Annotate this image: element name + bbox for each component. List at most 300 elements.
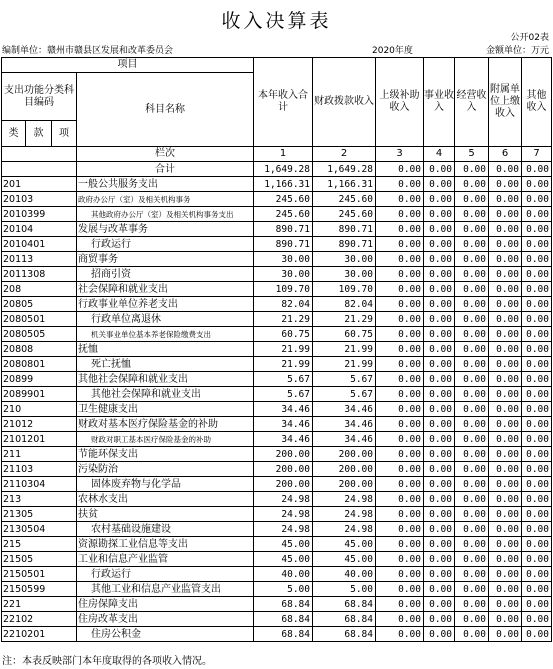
amount-cell: 890.71 [254, 222, 313, 237]
amount-cell: 0.00 [376, 177, 424, 192]
amount-cell: 0.00 [376, 192, 424, 207]
amount-cell: 68.84 [313, 597, 376, 612]
table-row [2, 387, 552, 402]
table-row [2, 297, 552, 312]
table-row [2, 327, 552, 342]
total-value: 0.00 [455, 162, 489, 177]
subject-code: 2089901 [2, 387, 77, 402]
amount-cell: 0.00 [376, 507, 424, 522]
amount-cell: 0.00 [489, 537, 522, 552]
amount-cell: 0.00 [455, 327, 489, 342]
amount-cell: 0.00 [376, 297, 424, 312]
amount-cell: 0.00 [522, 342, 552, 357]
amount-cell: 0.00 [522, 372, 552, 387]
amount-cell: 0.00 [424, 507, 455, 522]
amount-cell: 0.00 [424, 582, 455, 597]
amount-cell: 0.00 [424, 597, 455, 612]
subject-name: 住房保障支出 [77, 597, 254, 612]
amount-cell: 0.00 [455, 207, 489, 222]
amount-cell: 0.00 [376, 207, 424, 222]
subject-code: 221 [2, 597, 77, 612]
amount-cell: 45.00 [313, 552, 376, 567]
amount-cell: 0.00 [522, 597, 552, 612]
amount-cell: 5.00 [254, 582, 313, 597]
total-value: 0.00 [522, 162, 552, 177]
subject-name: 污染防治 [77, 462, 254, 477]
amount-cell: 890.71 [313, 222, 376, 237]
subject-name: 一般公共服务支出 [77, 177, 254, 192]
amount-cell: 0.00 [376, 252, 424, 267]
subject-code: 2150599 [2, 582, 77, 597]
table-row [2, 597, 552, 612]
amount-cell: 0.00 [522, 252, 552, 267]
table-row [2, 447, 552, 462]
amount-cell: 0.00 [522, 402, 552, 417]
amount-cell: 0.00 [522, 207, 552, 222]
amount-cell: 0.00 [455, 477, 489, 492]
amount-cell: 0.00 [376, 477, 424, 492]
table-row [2, 372, 552, 387]
amount-cell: 0.00 [522, 567, 552, 582]
col-header-7: 其他收入 [522, 58, 552, 147]
amount-cell: 68.84 [254, 597, 313, 612]
subject-code: 2130504 [2, 522, 77, 537]
amount-cell: 0.00 [424, 327, 455, 342]
subject-code: 2210201 [2, 627, 77, 642]
amount-cell: 0.00 [489, 297, 522, 312]
amount-cell: 0.00 [455, 387, 489, 402]
amount-cell: 0.00 [489, 627, 522, 642]
amount-cell: 0.00 [455, 402, 489, 417]
amount-cell: 0.00 [424, 432, 455, 447]
amount-cell: 0.00 [424, 612, 455, 627]
amount-cell: 0.00 [522, 387, 552, 402]
amount-cell: 0.00 [489, 342, 522, 357]
amount-cell: 109.70 [313, 282, 376, 297]
amount-cell: 0.00 [455, 597, 489, 612]
subject-code: 20899 [2, 372, 77, 387]
amount-cell: 1,166.31 [313, 177, 376, 192]
subject-name: 卫生健康支出 [77, 402, 254, 417]
amount-cell: 1,166.31 [254, 177, 313, 192]
amount-cell: 200.00 [254, 447, 313, 462]
table-row [2, 507, 552, 522]
amount-cell: 0.00 [522, 492, 552, 507]
amount-cell: 0.00 [376, 312, 424, 327]
amount-cell: 21.29 [254, 312, 313, 327]
amount-cell: 0.00 [522, 312, 552, 327]
footnote: 注：本表反映部门本年度取得的各项收入情况。 [2, 656, 212, 667]
amount-cell: 0.00 [489, 417, 522, 432]
amount-cell: 0.00 [455, 417, 489, 432]
amount-cell: 24.98 [313, 507, 376, 522]
amount-cell: 0.00 [489, 402, 522, 417]
subject-name: 发展与改革事务 [77, 222, 254, 237]
subject-code: 201 [2, 177, 77, 192]
unit-label: 编制单位：赣州市赣县区发展和改革委员会 [2, 46, 174, 56]
subject-name: 抚恤 [77, 342, 254, 357]
amount-cell: 0.00 [455, 522, 489, 537]
amount-cell: 0.00 [424, 312, 455, 327]
code-group-header: 支出功能分类科目编码 [2, 73, 77, 121]
table-row [2, 267, 552, 282]
subject-code: 20808 [2, 342, 77, 357]
amount-cell: 0.00 [376, 372, 424, 387]
amount-cell: 21.99 [254, 342, 313, 357]
amount-cell: 0.00 [489, 432, 522, 447]
col-header-5: 经营收入 [455, 58, 489, 147]
amount-cell: 5.67 [254, 372, 313, 387]
amount-cell: 0.00 [455, 462, 489, 477]
amount-cell: 0.00 [489, 477, 522, 492]
subject-code: 2080501 [2, 312, 77, 327]
subject-code: 215 [2, 537, 77, 552]
amount-cell: 34.46 [254, 402, 313, 417]
amount-cell: 21.99 [313, 342, 376, 357]
amount-cell: 0.00 [522, 582, 552, 597]
amount-cell: 0.00 [489, 582, 522, 597]
page-title: 收入决算表 [221, 10, 332, 32]
amount-cell: 0.00 [489, 612, 522, 627]
amount-cell: 0.00 [424, 447, 455, 462]
subject-code: 22102 [2, 612, 77, 627]
project-header: 项目 [2, 58, 254, 73]
amount-cell: 0.00 [455, 177, 489, 192]
subject-name: 扶贫 [77, 507, 254, 522]
amount-cell: 0.00 [424, 402, 455, 417]
subject-name: 死亡抚恤 [77, 357, 254, 372]
amount-cell: 5.67 [313, 387, 376, 402]
subject-name: 行政单位离退休 [77, 312, 254, 327]
amount-cell: 60.75 [313, 327, 376, 342]
subject-name: 政府办公厅（室）及相关机构事务 [77, 192, 254, 207]
subject-name: 招商引资 [77, 267, 254, 282]
amount-cell: 0.00 [489, 387, 522, 402]
amount-cell: 0.00 [376, 612, 424, 627]
amount-cell: 68.84 [254, 612, 313, 627]
subject-code: 20113 [2, 252, 77, 267]
amount-cell: 0.00 [489, 522, 522, 537]
amount-cell: 0.00 [455, 282, 489, 297]
amount-cell: 0.00 [489, 327, 522, 342]
amount-cell: 0.00 [424, 282, 455, 297]
subject-code: 2010399 [2, 207, 77, 222]
amount-cell: 0.00 [522, 507, 552, 522]
amount-cell: 245.60 [313, 192, 376, 207]
amount-cell: 0.00 [376, 537, 424, 552]
amount-cell: 0.00 [455, 192, 489, 207]
amount-cell: 0.00 [376, 627, 424, 642]
subject-name: 其他社会保障和就业支出 [77, 387, 254, 402]
table-row [2, 492, 552, 507]
subject-name: 财政对基本医疗保险基金的补助 [77, 417, 254, 432]
kuan-header: 款 [26, 121, 52, 147]
total-value: 1,649.28 [254, 162, 313, 177]
amount-cell: 0.00 [522, 627, 552, 642]
amount-cell: 0.00 [424, 177, 455, 192]
subject-name: 节能环保支出 [77, 447, 254, 462]
amount-cell: 60.75 [254, 327, 313, 342]
amount-cell: 0.00 [455, 297, 489, 312]
table-row [2, 612, 552, 627]
amount-cell: 0.00 [424, 417, 455, 432]
subject-name: 财政对职工基本医疗保险基金的补助 [77, 432, 254, 447]
amount-cell: 0.00 [522, 192, 552, 207]
amount-cell: 890.71 [254, 237, 313, 252]
amount-cell: 0.00 [489, 357, 522, 372]
table-row [2, 312, 552, 327]
xiang-header: 项 [52, 121, 77, 147]
table-row [2, 222, 552, 237]
amount-cell: 34.46 [313, 432, 376, 447]
table-row [2, 552, 552, 567]
subject-code: 210 [2, 402, 77, 417]
col-no-2: 2 [313, 147, 376, 162]
subject-name: 机关事业单位基本养老保险缴费支出 [77, 327, 254, 342]
amount-cell: 24.98 [254, 492, 313, 507]
table-row [2, 537, 552, 552]
amount-cell: 34.46 [313, 417, 376, 432]
amount-cell: 0.00 [455, 612, 489, 627]
subject-code: 2101201 [2, 432, 77, 447]
amount-cell: 0.00 [522, 522, 552, 537]
subject-code: 208 [2, 282, 77, 297]
amount-cell: 0.00 [376, 492, 424, 507]
amount-cell: 0.00 [424, 522, 455, 537]
subject-name: 其他政府办公厅（室）及相关机构事务支出 [77, 207, 254, 222]
total-row [2, 162, 552, 177]
amount-cell: 24.98 [254, 522, 313, 537]
amount-cell: 245.60 [254, 207, 313, 222]
amount-cell: 68.84 [254, 627, 313, 642]
amount-cell: 200.00 [313, 477, 376, 492]
subject-code: 2150501 [2, 567, 77, 582]
amount-cell: 0.00 [424, 252, 455, 267]
subject-code: 2080505 [2, 327, 77, 342]
amount-cell: 0.00 [489, 492, 522, 507]
total-value: 0.00 [489, 162, 522, 177]
total-label: 合计 [77, 162, 254, 177]
amount-cell: 0.00 [376, 402, 424, 417]
amount-cell: 45.00 [254, 537, 313, 552]
table-row [2, 582, 552, 597]
amount-cell: 0.00 [376, 222, 424, 237]
amount-cell: 0.00 [489, 177, 522, 192]
subject-name: 行政运行 [77, 567, 254, 582]
subject-code: 213 [2, 492, 77, 507]
subject-name: 行政事业单位养老支出 [77, 297, 254, 312]
table-row [2, 627, 552, 642]
subject-name: 其他工业和信息产业监管支出 [77, 582, 254, 597]
amount-cell: 0.00 [424, 192, 455, 207]
amount-cell: 200.00 [254, 477, 313, 492]
amount-cell: 0.00 [376, 417, 424, 432]
amount-cell: 34.46 [254, 432, 313, 447]
subject-code: 2080801 [2, 357, 77, 372]
amount-cell: 0.00 [522, 477, 552, 492]
amount-cell: 0.00 [489, 267, 522, 282]
subject-name: 住房公积金 [77, 627, 254, 642]
amount-cell: 200.00 [313, 447, 376, 462]
col-no-label: 栏次 [77, 147, 254, 162]
amount-cell: 0.00 [424, 267, 455, 282]
col-header-3: 上级补助收入 [376, 58, 424, 147]
amount-cell: 0.00 [522, 447, 552, 462]
amount-cell: 0.00 [522, 537, 552, 552]
amount-cell: 0.00 [376, 387, 424, 402]
amount-cell: 0.00 [455, 537, 489, 552]
subject-name: 农村基础设施建设 [77, 522, 254, 537]
amount-cell: 0.00 [455, 342, 489, 357]
amount-cell: 200.00 [313, 462, 376, 477]
table-row [2, 252, 552, 267]
amount-cell: 0.00 [489, 237, 522, 252]
amount-cell: 0.00 [522, 267, 552, 282]
amount-cell: 0.00 [455, 312, 489, 327]
amount-unit: 金额单位：万元 [485, 46, 549, 56]
total-value: 0.00 [376, 162, 424, 177]
amount-cell: 0.00 [376, 567, 424, 582]
col-no-1: 1 [254, 147, 313, 162]
subject-name: 资源勘探工业信息等支出 [77, 537, 254, 552]
subject-name: 住房改革支出 [77, 612, 254, 627]
subject-name: 行政运行 [77, 237, 254, 252]
amount-cell: 0.00 [376, 342, 424, 357]
amount-cell: 5.00 [313, 582, 376, 597]
subject-code: 211 [2, 447, 77, 462]
subject-code: 21505 [2, 552, 77, 567]
table-row [2, 282, 552, 297]
amount-cell: 0.00 [424, 342, 455, 357]
amount-cell: 24.98 [313, 492, 376, 507]
amount-cell: 0.00 [424, 237, 455, 252]
table-row [2, 177, 552, 192]
table-row [2, 522, 552, 537]
amount-cell: 0.00 [522, 327, 552, 342]
table-row [2, 357, 552, 372]
amount-cell: 0.00 [424, 567, 455, 582]
amount-cell: 0.00 [522, 357, 552, 372]
amount-cell: 0.00 [424, 537, 455, 552]
col-no-5: 5 [455, 147, 489, 162]
amount-cell: 0.00 [489, 567, 522, 582]
table-row [2, 237, 552, 252]
amount-cell: 0.00 [489, 222, 522, 237]
col-no-7: 7 [522, 147, 552, 162]
amount-cell: 0.00 [424, 627, 455, 642]
amount-cell: 0.00 [522, 237, 552, 252]
amount-cell: 82.04 [313, 297, 376, 312]
amount-cell: 0.00 [424, 297, 455, 312]
amount-cell: 0.00 [455, 357, 489, 372]
amount-cell: 0.00 [489, 447, 522, 462]
amount-cell: 0.00 [522, 297, 552, 312]
amount-cell: 0.00 [455, 252, 489, 267]
subject-name-header: 科目名称 [77, 73, 254, 147]
amount-cell: 0.00 [455, 492, 489, 507]
amount-cell: 0.00 [455, 237, 489, 252]
income-table [1, 57, 552, 642]
amount-cell: 0.00 [522, 417, 552, 432]
amount-cell: 0.00 [455, 507, 489, 522]
subject-code: 21103 [2, 462, 77, 477]
amount-cell: 30.00 [313, 252, 376, 267]
amount-cell: 30.00 [254, 267, 313, 282]
amount-cell: 0.00 [522, 177, 552, 192]
amount-cell: 21.99 [313, 357, 376, 372]
table-row [2, 342, 552, 357]
amount-cell: 34.46 [313, 402, 376, 417]
amount-cell: 0.00 [424, 477, 455, 492]
subject-code: 2110304 [2, 477, 77, 492]
table-row [2, 477, 552, 492]
amount-cell: 0.00 [376, 447, 424, 462]
amount-cell: 0.00 [376, 597, 424, 612]
amount-cell: 0.00 [455, 582, 489, 597]
amount-cell: 5.67 [313, 372, 376, 387]
amount-cell: 0.00 [424, 207, 455, 222]
amount-cell: 0.00 [376, 267, 424, 282]
amount-cell: 0.00 [455, 432, 489, 447]
amount-cell: 0.00 [376, 327, 424, 342]
amount-cell: 0.00 [455, 552, 489, 567]
subject-code: 20104 [2, 222, 77, 237]
amount-cell: 0.00 [489, 507, 522, 522]
amount-cell: 0.00 [522, 282, 552, 297]
subject-code: 21305 [2, 507, 77, 522]
amount-cell: 34.46 [254, 417, 313, 432]
subject-code: 21012 [2, 417, 77, 432]
amount-cell: 21.99 [254, 357, 313, 372]
total-value: 0.00 [424, 162, 455, 177]
table-row [2, 192, 552, 207]
subject-name: 农林水支出 [77, 492, 254, 507]
table-row [2, 462, 552, 477]
amount-cell: 0.00 [424, 372, 455, 387]
year-label: 2020年度 [372, 46, 413, 56]
subject-code: 20805 [2, 297, 77, 312]
amount-cell: 0.00 [376, 552, 424, 567]
amount-cell: 0.00 [455, 627, 489, 642]
form-number: 公开02表 [510, 33, 549, 43]
col-header-6: 附属单位上缴收入 [489, 58, 522, 147]
col-header-2: 财政拨款收入 [313, 58, 376, 147]
col-header-4: 事业收入 [424, 58, 455, 147]
amount-cell: 45.00 [254, 552, 313, 567]
amount-cell: 0.00 [376, 282, 424, 297]
amount-cell: 0.00 [376, 522, 424, 537]
amount-cell: 0.00 [424, 387, 455, 402]
amount-cell: 0.00 [489, 597, 522, 612]
amount-cell: 0.00 [489, 372, 522, 387]
amount-cell: 0.00 [489, 282, 522, 297]
amount-cell: 0.00 [522, 612, 552, 627]
amount-cell: 0.00 [424, 222, 455, 237]
subject-name: 工业和信息产业监管 [77, 552, 254, 567]
col-header-1: 本年收入合计 [254, 58, 313, 147]
amount-cell: 0.00 [522, 462, 552, 477]
amount-cell: 5.67 [254, 387, 313, 402]
amount-cell: 0.00 [489, 192, 522, 207]
amount-cell: 0.00 [455, 267, 489, 282]
table-row [2, 432, 552, 447]
amount-cell: 45.00 [313, 537, 376, 552]
amount-cell: 0.00 [522, 432, 552, 447]
amount-cell: 0.00 [376, 432, 424, 447]
amount-cell: 30.00 [254, 252, 313, 267]
amount-cell: 0.00 [489, 252, 522, 267]
subject-name: 社会保障和就业支出 [77, 282, 254, 297]
